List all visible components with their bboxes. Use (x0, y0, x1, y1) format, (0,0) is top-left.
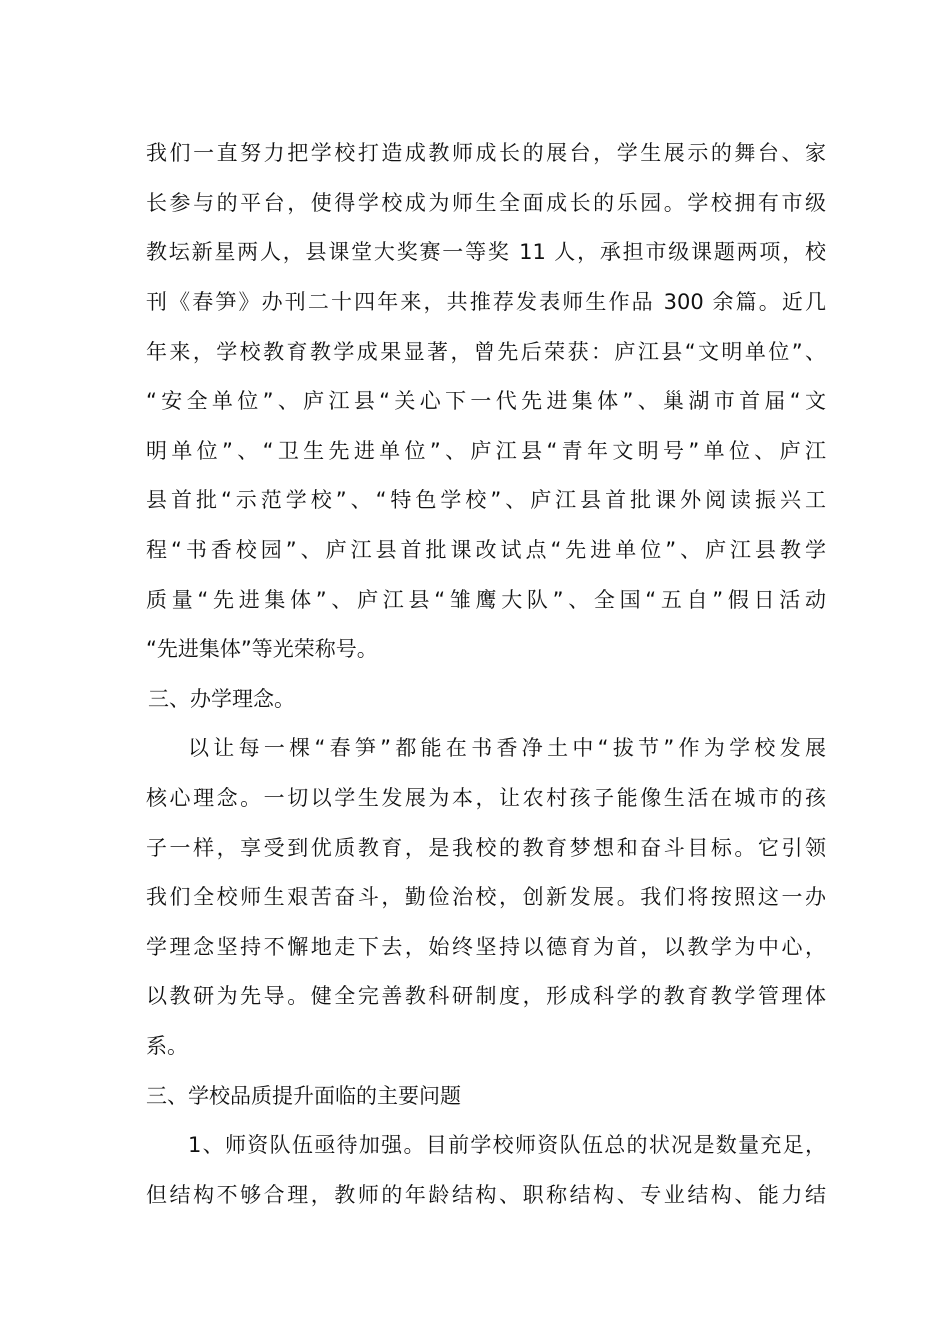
text-line: 核心理念。一切以学生发展为本，让农村孩子能像生活在城市的孩 (146, 786, 826, 810)
text-line: 刊《春笋》办刊二十四年来，共推荐发表师生作品 300 余篇。近几 (146, 290, 826, 314)
text-line: “安全单位”、庐江县“关心下一代先进集体”、巢湖市首届“文 (146, 389, 826, 413)
paragraph-first-line: 以让每一棵“春笋”都能在书香净土中“拔节”作为学校发展 (188, 736, 826, 760)
section-heading: 三、学校品质提升面临的主要问题 (146, 1084, 461, 1108)
text-line: 长参与的平台，使得学校成为师生全面成长的乐园。学校拥有市级 (146, 191, 826, 215)
text-line: 程“书香校园”、庐江县首批课改试点“先进单位”、庐江县教学 (146, 538, 826, 562)
paragraph-first-line: 1、师资队伍亟待加强。目前学校师资队伍总的状况是数量充足， (188, 1133, 826, 1157)
text-line: 我们全校师生艰苦奋斗，勤俭治校，创新发展。我们将按照这一办 (146, 885, 826, 909)
text-line: 子一样，享受到优质教育，是我校的教育梦想和奋斗目标。它引领 (146, 836, 826, 860)
text-line: 质量“先进集体”、庐江县“雏鹰大队”、全国“五自”假日活动 (146, 588, 826, 612)
text-line: 县首批“示范学校”、“特色学校”、庐江县首批课外阅读振兴工 (146, 488, 826, 512)
text-line: 我们一直努力把学校打造成教师成长的展台，学生展示的舞台、家 (146, 141, 826, 165)
text-line: 明单位”、“卫生先进单位”、庐江县“青年文明号”单位、庐江 (146, 439, 826, 463)
section-heading: 三、办学理念。 (148, 687, 295, 711)
text-line: 学理念坚持不懈地走下去，始终坚持以德育为首，以教学为中心， (146, 935, 826, 959)
text-line: 但结构不够合理，教师的年龄结构、职称结构、专业结构、能力结 (146, 1183, 826, 1207)
text-line: “先进集体”等光荣称号。 (146, 637, 378, 661)
text-line: 系。 (146, 1034, 188, 1058)
text-line: 年来，学校教育教学成果显著，曾先后荣获：庐江县“文明单位”、 (146, 340, 826, 364)
text-line: 教坛新星两人，县课堂大奖赛一等奖 11 人，承担市级课题两项，校 (146, 240, 826, 264)
text-line: 以教研为先导。健全完善教科研制度，形成科学的教育教学管理体 (146, 984, 826, 1008)
